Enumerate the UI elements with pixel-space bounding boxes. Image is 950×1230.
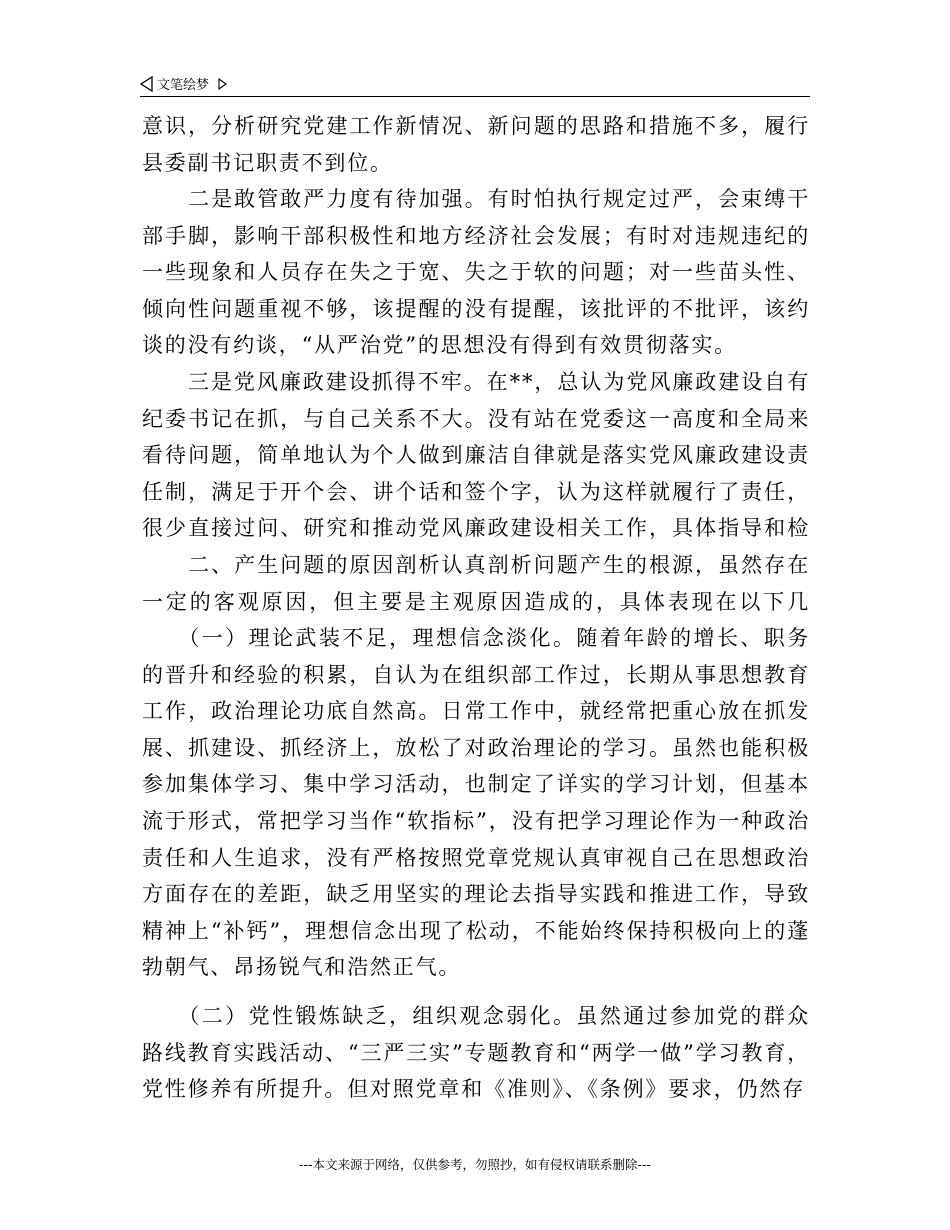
paragraph: 二、产生问题的原因剖析认真剖析问题产生的根源，虽然存在一定的客观原因，但主要是主观原因造成的，具体表现在以下几 — [142, 553, 810, 614]
header-brand — [140, 74, 227, 93]
left-triangle-icon — [140, 76, 154, 92]
paragraph: （二）党性锻炼缺乏，组织观念弱化。虽然通过参加党的群众路线教育实践活动、“三严三实”专题教育和“两学一做”学习教育，党性修养有所提升。但对照党章和《准则》、《条例》要求，仍然存 — [142, 1004, 810, 1102]
brand-label: 文笔绘梦 — [157, 78, 210, 93]
paragraph: 意识，分析研究党建工作新情况、新问题的思路和措施不多，履行县委副书记职责不到位。 — [142, 114, 810, 175]
footer-notice: ---本文来源于网络，仅供参考，勿照抄，如有侵权请联系删除--- — [298, 1157, 652, 1172]
page-header — [140, 72, 810, 97]
right-triangle-icon — [218, 78, 227, 90]
paragraph: 三是党风廉政建设抓得不牢。在**，总认为党风廉政建设自有纪委书记在抓，与自己关系不大。没有站在党委这一高度和全局来看待问题，简单地认为个人做到廉洁自律就是落实党风廉政建设责任制，满足于开个会、讲个话和签个字，认为这样就履行了责任，很少直接过问、研究和推动党风廉政建设相关工作，具体指导和检 — [142, 370, 810, 541]
paragraph: （一）理论武装不足，理想信念淡化。随着年龄的增长、职务的晋升和经验的积累，自认为在组织部工作过，长期从事思想教育工作，政治理论功底自然高。日常工作中，就经常把重心放在抓发展、抓建设、抓经济上，放松了对政治理论的学习。虽然也能积极参加集体学习、集中学习活动，也制定了详实的学习计划，但基本流于形式，常把学习当作“软指标”，没有把学习理论作为一种政治责任和人生追求，没有严格按照党章党规认真审视自己在思想政治方面存在的差距，缺乏用坚实的理论去指导实践和推进工作，导致精神上“补钙”，理想信念出现了松动，不能始终保持积极向上的蓬勃朝气、昂扬锐气和浩然正气。 — [142, 626, 810, 980]
paragraph: 二是敢管敢严力度有待加强。有时怕执行规定过严，会束缚干部手脚，影响干部积极性和地方经济社会发展；有时对违规违纪的一些现象和人员存在失之于宽、失之于软的问题；对一些苗头性、倾向性问题重视不够，该提醒的没有提醒，该批评的不批评，该约谈的没有约谈，“从严治党”的思想没有得到有效贯彻落实。 — [142, 187, 810, 358]
document-body — [142, 108, 810, 1108]
